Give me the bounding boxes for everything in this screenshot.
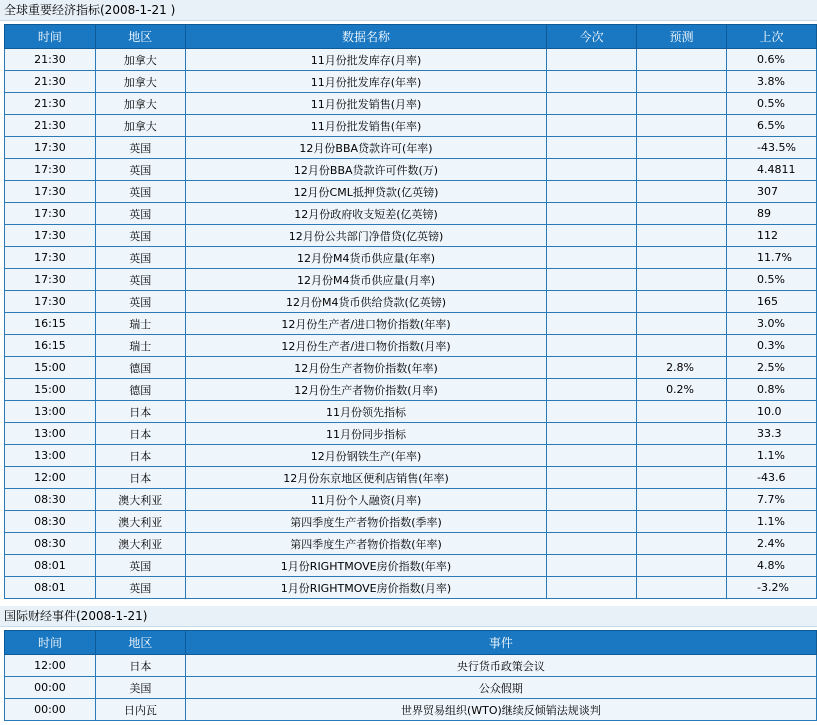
table-row (5, 71, 817, 93)
table-row (5, 313, 817, 335)
cell-time: 12:00 (5, 655, 96, 677)
col-header-region: 地区 (95, 631, 185, 655)
cell-data-name: 12月份BBA贷款许可(年率) (185, 137, 547, 159)
cell-time: 13:00 (5, 423, 96, 445)
cell-forecast (637, 93, 727, 115)
cell-actual (547, 511, 637, 533)
cell-region: 英国 (95, 203, 185, 225)
cell-time: 13:00 (5, 401, 96, 423)
cell-time: 16:15 (5, 313, 96, 335)
cell-previous: 0.3% (727, 335, 817, 357)
cell-data-name: 12月份M4货币供应量(月率) (185, 269, 547, 291)
indicators-header-row (5, 25, 817, 49)
cell-previous: 112 (727, 225, 817, 247)
indicators-section-title: 全球重要经济指标(2008-1-21 ) (0, 0, 817, 21)
events-table (4, 630, 817, 721)
cell-time: 21:30 (5, 93, 96, 115)
table-row (5, 699, 817, 721)
cell-forecast (637, 555, 727, 577)
cell-forecast (637, 445, 727, 467)
cell-time: 15:00 (5, 357, 96, 379)
cell-time: 17:30 (5, 291, 96, 313)
cell-time: 17:30 (5, 269, 96, 291)
col-header-forecast: 预测 (637, 25, 727, 49)
cell-region: 英国 (95, 247, 185, 269)
cell-actual (547, 159, 637, 181)
cell-actual (547, 533, 637, 555)
cell-actual (547, 93, 637, 115)
cell-actual (547, 291, 637, 313)
cell-region: 日本 (95, 655, 185, 677)
cell-actual (547, 181, 637, 203)
cell-data-name: 12月份政府收支短差(亿英镑) (185, 203, 547, 225)
cell-data-name: 第四季度生产者物价指数(季率) (185, 511, 547, 533)
cell-actual (547, 335, 637, 357)
cell-region: 英国 (95, 555, 185, 577)
col-header-data-name: 数据名称 (185, 25, 547, 49)
cell-data-name: 11月份批发库存(年率) (185, 71, 547, 93)
cell-actual (547, 423, 637, 445)
table-row (5, 379, 817, 401)
cell-forecast (637, 115, 727, 137)
cell-time: 08:30 (5, 533, 96, 555)
col-header-region: 地区 (95, 25, 185, 49)
table-row (5, 577, 817, 599)
cell-actual (547, 467, 637, 489)
events-section-title: 国际财经事件(2008-1-21) (0, 606, 817, 627)
cell-forecast (637, 49, 727, 71)
cell-actual (547, 577, 637, 599)
cell-previous: 0.5% (727, 93, 817, 115)
cell-data-name: 第四季度生产者物价指数(年率) (185, 533, 547, 555)
cell-forecast (637, 137, 727, 159)
col-header-event: 事件 (185, 631, 816, 655)
cell-previous: 4.8% (727, 555, 817, 577)
cell-time: 08:30 (5, 511, 96, 533)
cell-previous: 3.8% (727, 71, 817, 93)
cell-region: 加拿大 (95, 49, 185, 71)
col-header-actual: 今次 (547, 25, 637, 49)
cell-previous: 33.3 (727, 423, 817, 445)
cell-time: 17:30 (5, 203, 96, 225)
cell-time: 17:30 (5, 247, 96, 269)
cell-forecast (637, 533, 727, 555)
cell-region: 日本 (95, 467, 185, 489)
table-row (5, 137, 817, 159)
cell-time: 08:01 (5, 577, 96, 599)
cell-previous: 89 (727, 203, 817, 225)
cell-actual (547, 357, 637, 379)
cell-time: 17:30 (5, 225, 96, 247)
cell-data-name: 12月份东京地区便利店销售(年率) (185, 467, 547, 489)
cell-actual (547, 247, 637, 269)
cell-data-name: 12月份公共部门净借贷(亿英镑) (185, 225, 547, 247)
cell-region: 瑞士 (95, 335, 185, 357)
cell-region: 德国 (95, 357, 185, 379)
cell-previous: 2.5% (727, 357, 817, 379)
cell-event: 世界贸易组织(WTO)继续反倾销法规谈判 (185, 699, 816, 721)
cell-time: 16:15 (5, 335, 96, 357)
cell-actual (547, 225, 637, 247)
cell-forecast (637, 203, 727, 225)
cell-forecast: 2.8% (637, 357, 727, 379)
cell-data-name: 11月份批发销售(月率) (185, 93, 547, 115)
table-row (5, 533, 817, 555)
cell-data-name: 11月份同步指标 (185, 423, 547, 445)
cell-previous: -3.2% (727, 577, 817, 599)
cell-forecast (637, 247, 727, 269)
table-row (5, 291, 817, 313)
cell-time: 12:00 (5, 467, 96, 489)
col-header-time: 时间 (5, 631, 96, 655)
cell-region: 加拿大 (95, 93, 185, 115)
table-row (5, 247, 817, 269)
cell-previous: 0.6% (727, 49, 817, 71)
table-row (5, 203, 817, 225)
cell-time: 00:00 (5, 699, 96, 721)
cell-previous: 307 (727, 181, 817, 203)
table-row (5, 93, 817, 115)
cell-region: 日本 (95, 423, 185, 445)
table-row (5, 445, 817, 467)
cell-data-name: 12月份BBA贷款许可件数(万) (185, 159, 547, 181)
cell-time: 17:30 (5, 137, 96, 159)
cell-region: 英国 (95, 269, 185, 291)
cell-actual (547, 489, 637, 511)
cell-previous: 4.4811 (727, 159, 817, 181)
cell-forecast (637, 335, 727, 357)
table-row (5, 467, 817, 489)
cell-data-name: 11月份领先指标 (185, 401, 547, 423)
cell-region: 英国 (95, 181, 185, 203)
cell-data-name: 11月份个人融资(月率) (185, 489, 547, 511)
table-row (5, 269, 817, 291)
cell-region: 英国 (95, 225, 185, 247)
cell-region: 美国 (95, 677, 185, 699)
cell-forecast (637, 467, 727, 489)
cell-forecast (637, 71, 727, 93)
cell-time: 21:30 (5, 49, 96, 71)
cell-forecast (637, 225, 727, 247)
table-row (5, 335, 817, 357)
cell-actual (547, 71, 637, 93)
cell-data-name: 12月份钢铁生产(年率) (185, 445, 547, 467)
table-row (5, 115, 817, 137)
cell-previous: 6.5% (727, 115, 817, 137)
table-row (5, 677, 817, 699)
cell-region: 瑞士 (95, 313, 185, 335)
cell-forecast (637, 291, 727, 313)
cell-previous: 7.7% (727, 489, 817, 511)
cell-region: 日内瓦 (95, 699, 185, 721)
cell-previous: 2.4% (727, 533, 817, 555)
cell-data-name: 11月份批发销售(年率) (185, 115, 547, 137)
cell-forecast (637, 401, 727, 423)
cell-time: 17:30 (5, 181, 96, 203)
cell-forecast (637, 269, 727, 291)
cell-region: 加拿大 (95, 71, 185, 93)
table-row (5, 49, 817, 71)
cell-actual (547, 401, 637, 423)
table-row (5, 357, 817, 379)
cell-event: 公众假期 (185, 677, 816, 699)
cell-forecast (637, 511, 727, 533)
indicators-table (4, 24, 817, 599)
cell-region: 日本 (95, 401, 185, 423)
col-header-time: 时间 (5, 25, 96, 49)
cell-forecast (637, 423, 727, 445)
cell-time: 13:00 (5, 445, 96, 467)
cell-region: 德国 (95, 379, 185, 401)
cell-previous: 0.8% (727, 379, 817, 401)
cell-time: 00:00 (5, 677, 96, 699)
cell-actual (547, 49, 637, 71)
cell-event: 央行货币政策会议 (185, 655, 816, 677)
table-row (5, 181, 817, 203)
cell-previous: 3.0% (727, 313, 817, 335)
cell-time: 15:00 (5, 379, 96, 401)
cell-data-name: 12月份生产者/进口物价指数(年率) (185, 313, 547, 335)
cell-region: 日本 (95, 445, 185, 467)
cell-time: 08:30 (5, 489, 96, 511)
cell-forecast (637, 489, 727, 511)
cell-previous: 10.0 (727, 401, 817, 423)
table-row (5, 655, 817, 677)
cell-time: 08:01 (5, 555, 96, 577)
cell-forecast: 0.2% (637, 379, 727, 401)
cell-region: 英国 (95, 291, 185, 313)
cell-region: 加拿大 (95, 115, 185, 137)
cell-previous: 1.1% (727, 445, 817, 467)
cell-forecast (637, 181, 727, 203)
table-row (5, 489, 817, 511)
cell-data-name: 1月份RIGHTMOVE房价指数(年率) (185, 555, 547, 577)
cell-data-name: 1月份RIGHTMOVE房价指数(月率) (185, 577, 547, 599)
cell-actual (547, 445, 637, 467)
cell-previous: -43.5% (727, 137, 817, 159)
cell-region: 英国 (95, 137, 185, 159)
cell-forecast (637, 159, 727, 181)
cell-time: 17:30 (5, 159, 96, 181)
cell-forecast (637, 577, 727, 599)
cell-region: 英国 (95, 159, 185, 181)
col-header-previous: 上次 (727, 25, 817, 49)
cell-time: 21:30 (5, 71, 96, 93)
cell-previous: 165 (727, 291, 817, 313)
cell-actual (547, 379, 637, 401)
cell-actual (547, 269, 637, 291)
cell-data-name: 12月份生产者/进口物价指数(月率) (185, 335, 547, 357)
cell-actual (547, 313, 637, 335)
cell-previous: -43.6 (727, 467, 817, 489)
cell-previous: 11.7% (727, 247, 817, 269)
cell-data-name: 12月份M4货币供给贷款(亿英镑) (185, 291, 547, 313)
cell-actual (547, 555, 637, 577)
cell-region: 英国 (95, 577, 185, 599)
table-row (5, 225, 817, 247)
cell-forecast (637, 313, 727, 335)
cell-actual (547, 137, 637, 159)
cell-data-name: 11月份批发库存(月率) (185, 49, 547, 71)
table-row (5, 401, 817, 423)
table-row (5, 511, 817, 533)
cell-previous: 1.1% (727, 511, 817, 533)
events-header-row (5, 631, 817, 655)
cell-data-name: 12月份生产者物价指数(年率) (185, 357, 547, 379)
cell-region: 澳大利亚 (95, 489, 185, 511)
table-row (5, 159, 817, 181)
cell-region: 澳大利亚 (95, 533, 185, 555)
table-row (5, 555, 817, 577)
cell-time: 21:30 (5, 115, 96, 137)
cell-actual (547, 115, 637, 137)
cell-data-name: 12月份生产者物价指数(月率) (185, 379, 547, 401)
cell-data-name: 12月份M4货币供应量(年率) (185, 247, 547, 269)
cell-previous: 0.5% (727, 269, 817, 291)
cell-region: 澳大利亚 (95, 511, 185, 533)
cell-actual (547, 203, 637, 225)
cell-data-name: 12月份CML抵押贷款(亿英镑) (185, 181, 547, 203)
table-row (5, 423, 817, 445)
